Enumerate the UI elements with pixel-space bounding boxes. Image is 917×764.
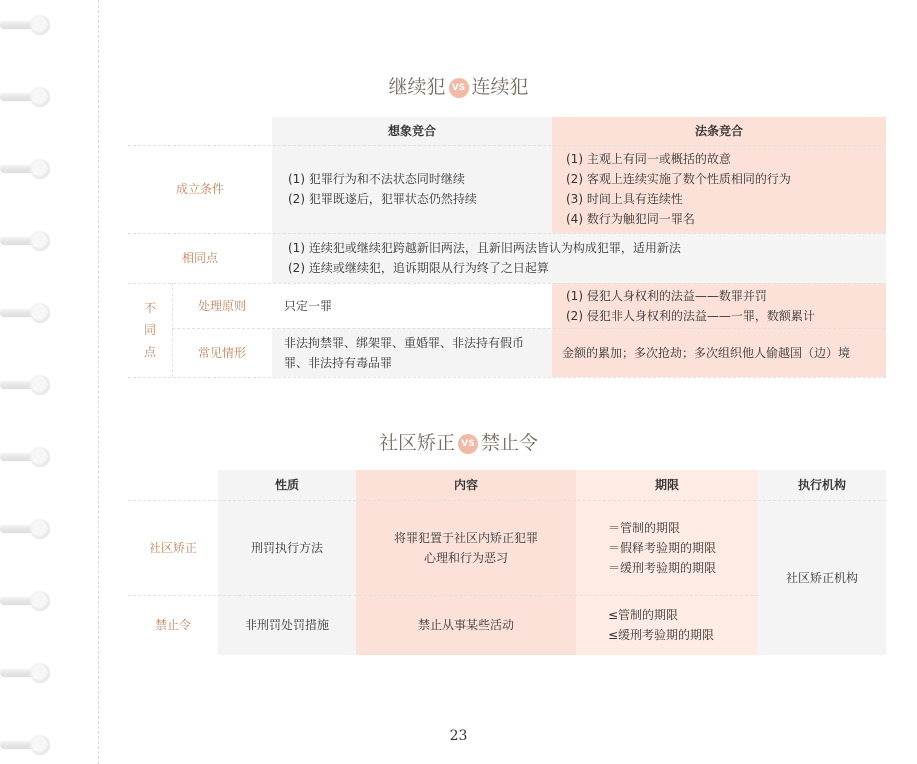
row4-col-a: 非法拘禁罪、绑架罪、重婚罪、非法持有假币罪、非法持有毒品罪	[284, 335, 525, 370]
section2-title	[0, 428, 917, 455]
ring-icon	[0, 18, 52, 32]
vs-badge-icon: VS	[458, 434, 478, 454]
binding-rings	[0, 0, 60, 764]
row-label-conditions: 成立条件	[175, 182, 224, 196]
text-line: (1) 主观上有同一或概括的故意	[566, 152, 731, 166]
row1-col-a	[288, 145, 552, 233]
title-left: 继续犯	[388, 76, 446, 98]
header-nature: 性质	[274, 478, 299, 492]
row3-col-a: 只定一罪	[284, 298, 333, 313]
text-line: ≤缓刑考验期的期限	[608, 628, 715, 642]
row2-content: 禁止从事某些活动	[417, 618, 514, 632]
divider	[128, 500, 886, 501]
text-line: ＝假释考验期的期限	[608, 540, 717, 555]
ring-icon	[0, 306, 52, 320]
text-line: ≤管制的期限	[608, 608, 679, 622]
title-right: 连续犯	[471, 76, 529, 98]
page-number: 23	[449, 728, 468, 744]
vs-badge-icon: VS	[449, 78, 469, 98]
ring-icon	[0, 378, 52, 392]
text-line: ＝缓刑考验期的期限	[608, 560, 717, 575]
text-line: (4) 数行为触犯同一罪名	[566, 212, 695, 226]
ring-icon	[0, 666, 52, 680]
row2-text	[288, 233, 886, 283]
row2-nature: 非刑罚处罚措施	[244, 618, 329, 632]
text-line: (2) 犯罪既遂后，犯罪状态仍然持续	[288, 192, 477, 206]
divider	[128, 595, 758, 596]
agency-cell: 社区矫正机构	[785, 570, 858, 585]
row-label-similarity: 相同点	[181, 251, 218, 265]
row-label-difference	[128, 283, 172, 377]
header-col-a: 想象竞合	[387, 124, 436, 138]
divider	[172, 283, 173, 377]
title-left: 社区矫正	[378, 432, 455, 454]
row1-col-b	[566, 145, 886, 233]
row1-term	[608, 500, 758, 595]
section1-title	[0, 72, 917, 99]
row3-col-b	[566, 283, 886, 328]
difference-label: 不同点	[143, 301, 156, 359]
header-content: 内容	[453, 478, 478, 492]
margin-line	[98, 0, 99, 764]
row-label-principle: 处理原则	[197, 298, 246, 313]
text-line: (2) 客观上连续实施了数个性质相同的行为	[566, 172, 791, 186]
divider	[128, 233, 886, 234]
divider	[128, 145, 886, 146]
divider	[128, 283, 886, 284]
ring-icon	[0, 234, 52, 248]
ring-icon	[0, 522, 52, 536]
text-line: (1) 连续犯或继续犯跨越新旧两法，且新旧两法皆认为构成犯罪，适用新法	[288, 241, 681, 255]
row-label-injunction: 禁止令	[154, 618, 191, 632]
ring-icon	[0, 594, 52, 608]
text-line: (2) 连续或继续犯，追诉期限从行为终了之日起算	[288, 261, 549, 275]
row2-term	[608, 595, 758, 655]
header-agency: 执行机构	[797, 478, 846, 492]
row1-content	[356, 500, 576, 595]
row1-nature: 刑罚执行方法	[250, 540, 323, 555]
header-col-b: 法条竞合	[694, 124, 743, 138]
text-line: (1) 侵犯人身权利的法益——数罪并罚	[566, 288, 767, 303]
text-line: 将罪犯置于社区内矫正犯罪	[393, 530, 538, 545]
text-line: ＝管制的期限	[608, 520, 681, 535]
text-line: (2) 侵犯非人身权利的法益——一罪，数额累计	[566, 308, 815, 323]
divider	[128, 377, 886, 378]
row4-col-b: 金额的累加；多次抢劫；多次组织他人偷越国（边）境	[562, 345, 851, 360]
text-line: (3) 时间上具有连续性	[566, 192, 683, 206]
text-line: 心理和行为恶习	[423, 550, 508, 565]
row-label-community-correction: 社区矫正	[148, 540, 197, 555]
ring-icon	[0, 162, 52, 176]
title-right: 禁止令	[481, 432, 539, 454]
row-label-cases: 常见情形	[197, 345, 246, 360]
divider	[172, 328, 886, 329]
header-term: 期限	[654, 478, 679, 492]
text-line: (1) 犯罪行为和不法状态同时继续	[288, 172, 465, 186]
